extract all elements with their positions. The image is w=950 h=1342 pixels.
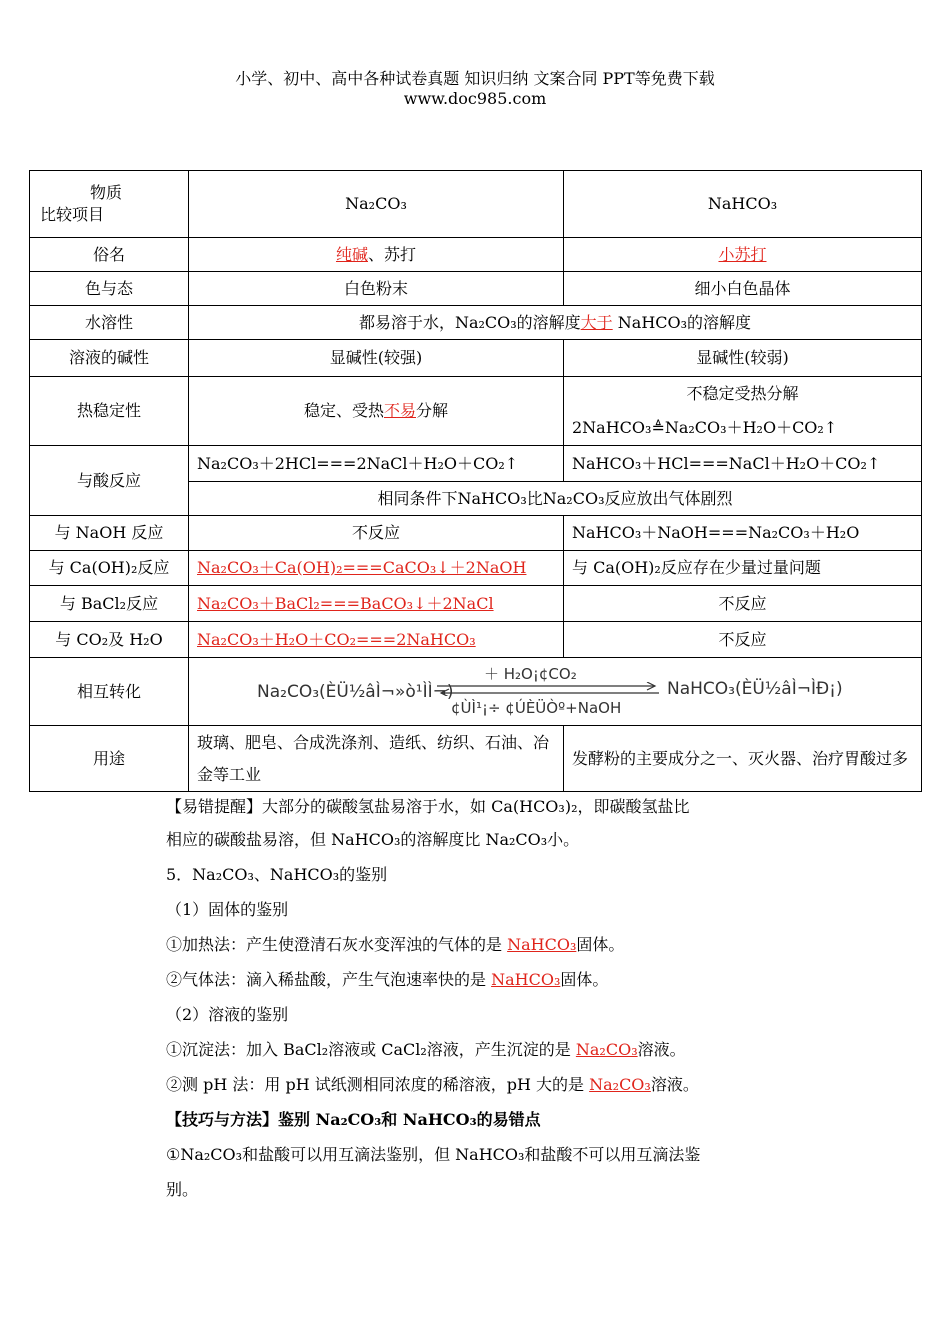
col-header-na2co3: Na₂CO₃ bbox=[189, 171, 564, 238]
heat-1b: 分解 bbox=[416, 401, 449, 420]
row-label-acid: 与酸反应 bbox=[30, 446, 189, 516]
co2-1-red: Na₂CO₃＋H₂O＋CO₂===2NaHCO₃ bbox=[197, 629, 476, 649]
alias-red-2: 小苏打 bbox=[718, 244, 767, 264]
subsection-solution: （2）溶液的鉴别 bbox=[166, 1005, 289, 1024]
bacl-1-red: Na₂CO₃＋BaCl₂===BaCO₃↓＋2NaCl bbox=[197, 593, 494, 613]
thermal-nahco3 bbox=[564, 377, 922, 446]
heat-2a: 不稳定受热分解 bbox=[686, 384, 799, 403]
row-label-basicity: 溶液的碱性 bbox=[30, 340, 189, 377]
m4-red: Na₂CO₃ bbox=[589, 1075, 651, 1094]
last-line-1: ①Na₂CO₃和盐酸可以用互滴法鉴别，但 NaHCO₃和盐酸不可以用互滴法鉴 bbox=[166, 1145, 701, 1164]
m2-red: NaHCO₃ bbox=[491, 970, 561, 989]
acid-na2co3: Na₂CO₃＋2HCl===2NaCl＋H₂O＋CO₂↑ bbox=[189, 446, 564, 482]
acid-note: 相同条件下NaHCO₃比Na₂CO₃反应放出气体剧烈 bbox=[189, 482, 922, 516]
section-5-title: 5．Na₂CO₃、NaHCO₃的鉴别 bbox=[166, 865, 388, 884]
equilibrium-arrows-icon bbox=[437, 682, 659, 696]
row-label-co2: 与 CO₂及 H₂O bbox=[30, 622, 189, 658]
m3-red: Na₂CO₃ bbox=[575, 1040, 638, 1059]
m2-b: 固体。 bbox=[560, 970, 609, 989]
conversion-cell bbox=[189, 658, 922, 726]
m3-a: ①沉淀法：加入 BaCl₂溶液或 CaCl₂溶液，产生沉淀的是 bbox=[166, 1040, 576, 1059]
method-heating bbox=[166, 934, 806, 956]
method-ph bbox=[166, 1074, 806, 1096]
bacl2-na2co3 bbox=[189, 586, 564, 622]
corner-top: 物质 bbox=[90, 183, 123, 202]
state-na2co3: 白色粉末 bbox=[189, 272, 564, 306]
last-line-2: 别。 bbox=[166, 1180, 199, 1199]
m1-a: ①加热法：产生使澄清石灰水变浑浊的气体的是 bbox=[166, 935, 508, 954]
conv-bottom: ¢ÙÌ¹¡÷ ¢ÚÈÜÒº+NaOH bbox=[451, 698, 622, 717]
row-label-state: 色与态 bbox=[30, 272, 189, 306]
sol-a: 都易溶于水，Na₂CO₃的溶解度 bbox=[358, 312, 581, 332]
sol-b: NaHCO₃的溶解度 bbox=[612, 312, 752, 332]
m4-a: ②测 pH 法：用 pH 试纸测相同浓度的稀溶液，pH 大的是 bbox=[166, 1075, 590, 1094]
conv-top: ＋ H₂O¡¢CO₂ bbox=[484, 664, 577, 683]
conversion-diagram bbox=[189, 662, 921, 722]
corner-bottom: 比较项目 bbox=[40, 205, 105, 224]
caoh-1-red: Na₂CO₃＋Ca(OH)₂===CaCO₃↓＋2NaOH bbox=[197, 558, 527, 577]
conv-right: NaHCO₃(ÈÜ½âÌ¬ÌÐ¡) bbox=[667, 678, 843, 699]
heat-1red: 不易 bbox=[383, 401, 416, 420]
row-label-conversion: 相互转化 bbox=[30, 658, 189, 726]
m2-a: ②气体法：滴入稀盐酸，产生气泡速率快的是 bbox=[166, 970, 492, 989]
m4-b: 溶液。 bbox=[650, 1075, 699, 1094]
co2-nahco3: 不反应 bbox=[564, 622, 922, 658]
row-label-thermal: 热稳定性 bbox=[30, 377, 189, 446]
method-precipitate bbox=[166, 1039, 806, 1061]
skill-heading: 【技巧与方法】鉴别 Na₂CO₃和 NaHCO₃的易错点 bbox=[166, 1110, 541, 1129]
row-label-uses: 用途 bbox=[30, 726, 189, 792]
sol-red: 大于 bbox=[580, 312, 613, 332]
uses-nahco3: 发酵粉的主要成分之一、灭火器、治疗胃酸过多 bbox=[564, 726, 922, 792]
row-label-alias: 俗名 bbox=[30, 238, 189, 272]
row-label-naoh: 与 NaOH 反应 bbox=[30, 516, 189, 551]
m3-b: 溶液。 bbox=[637, 1040, 686, 1059]
m1-b: 固体。 bbox=[576, 935, 625, 954]
heat-2b-equation: 2NaHCO₃≜Na₂CO₃＋H₂O＋CO₂↑ bbox=[572, 418, 838, 437]
method-gas bbox=[166, 969, 806, 991]
row-label-caoh: 与 Ca(OH)₂反应 bbox=[30, 551, 189, 586]
comparison-table bbox=[29, 170, 922, 792]
row-label-solubility: 水溶性 bbox=[30, 306, 189, 340]
conv-left: Na₂CO₃(ÈÜ½âÌ¬»ò¹ÌÌ¬) bbox=[257, 681, 454, 702]
thermal-na2co3 bbox=[189, 377, 564, 446]
naoh-nahco3: NaHCO₃＋NaOH===Na₂CO₃＋H₂O bbox=[564, 516, 922, 551]
acid-nahco3: NaHCO₃＋HCl===NaCl＋H₂O＋CO₂↑ bbox=[564, 446, 922, 482]
caoh-nahco3: 与 Ca(OH)₂反应存在少量过量问题 bbox=[564, 551, 922, 586]
header-website: www.doc985.com bbox=[403, 89, 547, 108]
naoh-na2co3: 不反应 bbox=[189, 516, 564, 551]
co2-na2co3 bbox=[189, 622, 564, 658]
alias-na2co3 bbox=[189, 238, 564, 272]
basicity-nahco3: 显碱性(较弱) bbox=[564, 340, 922, 377]
alias-rest-1: 、苏打 bbox=[368, 244, 417, 264]
alias-red-1: 纯碱 bbox=[335, 244, 368, 264]
heat-1a: 稳定、受热 bbox=[303, 401, 384, 420]
col-header-nahco3: NaHCO₃ bbox=[564, 171, 922, 238]
basicity-na2co3: 显碱性(较强) bbox=[189, 340, 564, 377]
corner-cell bbox=[30, 171, 189, 238]
tip-line-1: 【易错提醒】大部分的碳酸氢盐易溶于水，如 Ca(HCO₃)₂，即碳酸氢盐比 bbox=[166, 797, 690, 816]
row-label-bacl2: 与 BaCl₂反应 bbox=[30, 586, 189, 622]
bacl2-nahco3: 不反应 bbox=[564, 586, 922, 622]
header-line-1: 小学、初中、高中各种试卷真题 知识归纳 文案合同 PPT等免费下载 bbox=[235, 69, 715, 88]
alias-nahco3 bbox=[564, 238, 922, 272]
solubility-text bbox=[189, 306, 922, 340]
subsection-solid: （1）固体的鉴别 bbox=[166, 900, 289, 919]
tip-line-2: 相应的碳酸盐易溶，但 NaHCO₃的溶解度比 Na₂CO₃小。 bbox=[166, 830, 580, 849]
state-nahco3: 细小白色晶体 bbox=[564, 272, 922, 306]
caoh-na2co3 bbox=[189, 551, 564, 586]
m1-red: NaHCO₃ bbox=[507, 935, 577, 954]
uses-na2co3: 玻璃、肥皂、合成洗涤剂、造纸、纺织、石油、冶金等工业 bbox=[189, 726, 564, 792]
